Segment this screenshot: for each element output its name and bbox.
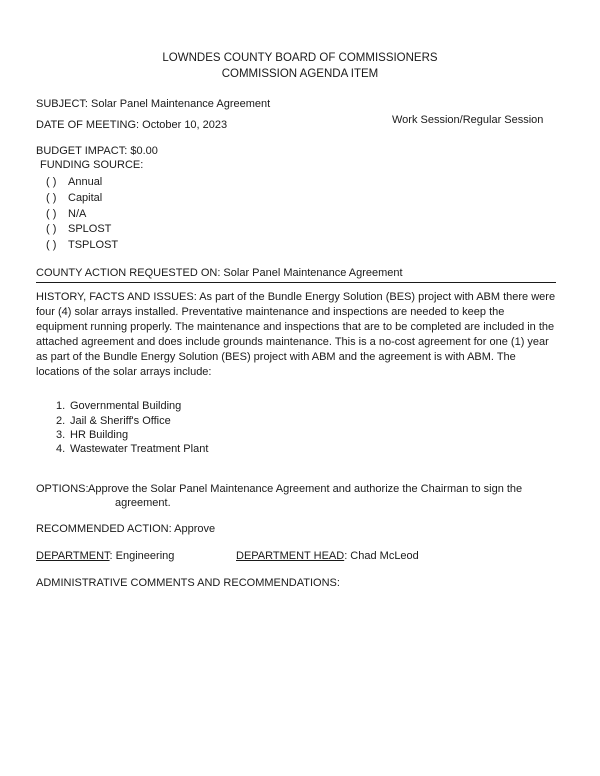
- meeting-date: DATE OF MEETING: October 10, 2023: [36, 119, 228, 131]
- budget-impact: BUDGET IMPACT: $0.00: [36, 145, 158, 157]
- funding-checkbox: ( ): [46, 208, 57, 220]
- options-text: Approve the Solar Panel Maintenance Agreement and authorize the Chairman to sign the: [88, 483, 523, 495]
- department-head: [236, 550, 419, 562]
- funding-option: [46, 239, 118, 251]
- location-label: Jail & Sheriff's Office: [70, 415, 171, 427]
- funding-checkbox: ( ): [46, 176, 57, 188]
- funding-option-label: TSPLOST: [68, 239, 119, 251]
- location-label: Governmental Building: [70, 400, 182, 412]
- session-type: Work Session/Regular Session: [392, 114, 544, 126]
- funding-option-label: N/A: [68, 208, 87, 220]
- department-head-value: : Chad McLeod: [344, 550, 419, 562]
- header-subtitle: COMMISSION AGENDA ITEM: [221, 68, 379, 80]
- funding-option: [46, 208, 86, 220]
- divider: [36, 282, 556, 283]
- county-action: COUNTY ACTION REQUESTED ON: Solar Panel Maintenance Agreement: [36, 267, 403, 279]
- funding-checkbox: ( ): [46, 239, 57, 251]
- options-text-cont: agreement.: [115, 497, 171, 509]
- subject-line: SUBJECT: Solar Panel Maintenance Agreement: [36, 98, 271, 110]
- location-number: 1.: [56, 400, 66, 412]
- funding-option: [46, 176, 102, 188]
- department: [36, 550, 174, 562]
- history-facts-issues: HISTORY, FACTS AND ISSUES: As part of the Bundle Energy Solution (BES) project with ABM there were four (4) solar arrays installed. Preventative maintenance and inspections are needed to keep the equipment running properly. The maintenance and inspections that are to be completed are included in the attached agreement and does include grounds maintenance. This is a no-cost agreement for one (1) year as part of the Bundle Energy Solution (BES) project with ABM and the agreement is with ABM. The locations of the solar arrays include:: [36, 291, 556, 378]
- location-number: 3.: [56, 429, 66, 441]
- funding-option: [46, 192, 102, 204]
- location-label: HR Building: [70, 429, 129, 441]
- location-item: [56, 400, 181, 412]
- funding-source-label: FUNDING SOURCE:: [40, 159, 144, 171]
- location-item: [56, 429, 128, 441]
- funding-option-label: Annual: [68, 176, 103, 188]
- location-item: [56, 415, 171, 427]
- location-number: 2.: [56, 415, 66, 427]
- funding-option: [46, 223, 111, 235]
- department-label: DEPARTMENT: [36, 550, 110, 562]
- funding-option-label: Capital: [68, 192, 103, 204]
- recommended-action: RECOMMENDED ACTION: Approve: [36, 523, 216, 535]
- header-title: LOWNDES COUNTY BOARD OF COMMISSIONERS: [162, 52, 438, 64]
- department-head-label: DEPARTMENT HEAD: [236, 550, 345, 562]
- admin-comments: ADMINISTRATIVE COMMENTS AND RECOMMENDATIONS:: [36, 577, 340, 589]
- location-number: 4.: [56, 443, 66, 455]
- department-value: : Engineering: [109, 550, 175, 562]
- location-item: [56, 443, 208, 455]
- options-label: OPTIONS:: [36, 483, 89, 495]
- funding-option-label: SPLOST: [68, 223, 112, 235]
- funding-checkbox: ( ): [46, 192, 57, 204]
- funding-checkbox: ( ): [46, 223, 57, 235]
- location-label: Wastewater Treatment Plant: [70, 443, 209, 455]
